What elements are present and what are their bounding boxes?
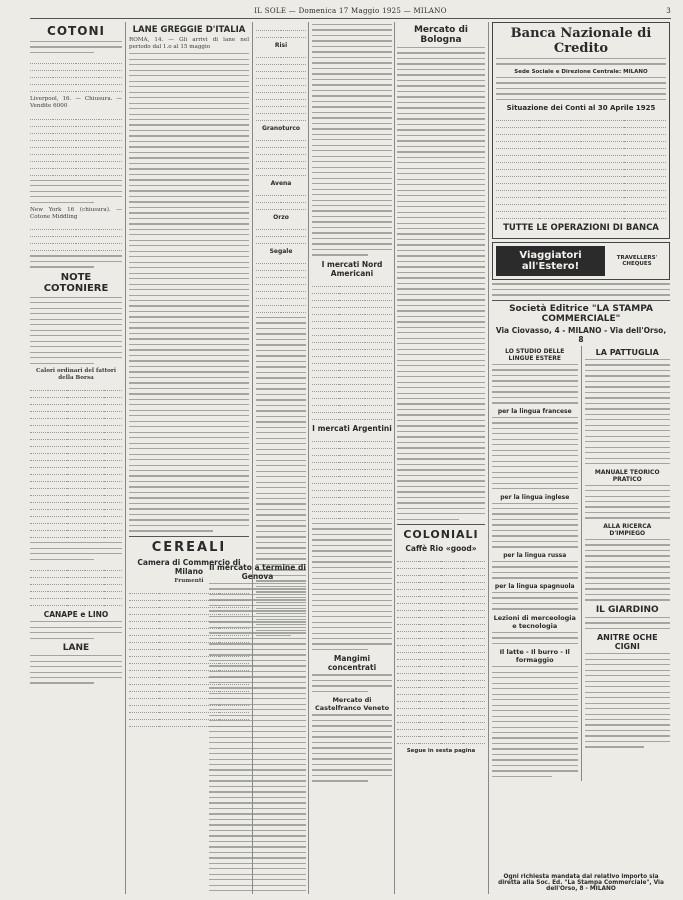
page-number: 3	[666, 7, 671, 15]
ads-two-columns	[492, 346, 670, 782]
travellers-cheques: TRAVELLERS' CHEQUES	[616, 255, 658, 268]
pattuglia-title: LA PATTUGLIA	[595, 347, 659, 357]
continued-note: Segue in sesta pagina	[406, 748, 476, 755]
societa-address: Via Ciovasso, 4 - MILANO - Via dell'Orso, 8	[495, 325, 667, 344]
caffe-rio-label: Caffè Rio «good»	[405, 544, 477, 554]
section-title-lane-greggie: LANE GREGGIE D'ITALIA	[132, 25, 246, 35]
lingua-russa: per la lingua russa	[503, 551, 567, 559]
liverpool-line: Liverpool, 16. — Chiusura. — Vendite 6000	[30, 96, 122, 110]
anitre-title: ANITRE OCHE CIGNI	[596, 633, 658, 652]
lingua-inglese: per la lingua inglese	[500, 493, 570, 501]
header-title: IL SOLE — Domenica 17 Maggio 1925 — MILANO	[254, 7, 447, 15]
lingua-spagnuola: per la lingua spagnuola	[494, 582, 575, 590]
section-title-cereali: CEREALI	[151, 539, 227, 555]
lezioni-merceologia: Lezioni di merceologia e tecnologia	[493, 613, 576, 630]
frumenti-label: Frumenti	[174, 577, 204, 584]
bottom-notice	[492, 871, 670, 892]
impiego-title: ALLA RICERCA D'IMPIEGO	[603, 522, 652, 537]
viaggiatori-ad	[492, 242, 670, 280]
lingua-francese: per la lingua francese	[497, 407, 572, 415]
latte-burro: Il latte - Il burro - Il formaggio	[499, 648, 570, 665]
section-title-mangimi: Mangimi concentrati	[327, 654, 377, 673]
bank-title: Banca Nazionale di Credito	[510, 26, 652, 56]
section-title-nord-americani: I mercati Nord Americani	[321, 259, 383, 278]
column-mercati	[312, 22, 392, 894]
page-header	[30, 4, 671, 19]
viaggiatori-title: Viaggiatori all'Estero!	[496, 246, 605, 276]
section-title-note-cotoniere: NOTE COTONIERE	[43, 271, 109, 294]
label-granoturco: Granoturco	[261, 125, 301, 132]
newyork-line: New York 16 (chiusura). — Cotone Middling	[30, 207, 122, 220]
label-risi: Risi	[274, 42, 288, 49]
studio-lingue: LO STUDIO DELLE LINGUE ESTERE	[505, 347, 565, 362]
ads-right-column	[585, 346, 671, 782]
bottom-notice-text: Ogni richiesta mandata dal relativo importo sia diretta alla Soc. Ed. "La Stampa Commerciale", Via dell'Orso, 8 - MILANO	[498, 874, 664, 892]
ads-left-column	[492, 346, 578, 782]
section-title-canape: CANAPE e LINO	[43, 610, 109, 620]
column-advertisements	[492, 22, 670, 894]
section-title-bologna: Mercato di Bologna	[413, 25, 469, 45]
label-segale: Segale	[269, 248, 293, 255]
label-avena: Avena	[270, 180, 292, 187]
cotton-table	[30, 57, 122, 92]
section-title-argentini: I mercati Argentini	[312, 423, 392, 433]
bank-ad	[492, 22, 670, 239]
section-title-genova: Il mercato a termine di Genova	[209, 563, 306, 581]
section-title-lane: LANE	[62, 643, 90, 654]
bank-date: Situazione dei Conti al 30 Aprile 1925	[506, 104, 656, 113]
cereali-subtitle: Camera di Commercio di Milano	[137, 557, 241, 576]
manuale-title: MANUALE TEORICO PRATICO	[594, 468, 660, 483]
section-title-cotoni: COTONI	[47, 24, 105, 38]
section-title-castelfranco: Mercato di Castelfranco Veneto	[314, 696, 390, 713]
column-bologna	[397, 22, 485, 894]
societa-title: Società Editrice "LA STAMPA COMMERCIALE"	[509, 303, 653, 324]
column-cotoni	[30, 22, 122, 894]
column-genova	[209, 560, 306, 894]
label-orzo: Orzo	[273, 214, 289, 221]
table-caption: Calori ordinari del fattori della Borsa	[36, 368, 116, 381]
bank-subtitle: Sede Sociale e Direzione Centrale: MILANO	[514, 68, 648, 75]
bank-banner: TUTTE LE OPERAZIONI DI BANCA	[503, 223, 659, 234]
giardino-title: IL GIARDINO	[595, 604, 659, 615]
section-title-coloniali: COLONIALI	[403, 528, 479, 542]
roma-line: ROMA, 14. — Gli arrivi di lane nel periodo dal 1.o al 15 maggio	[129, 37, 249, 50]
